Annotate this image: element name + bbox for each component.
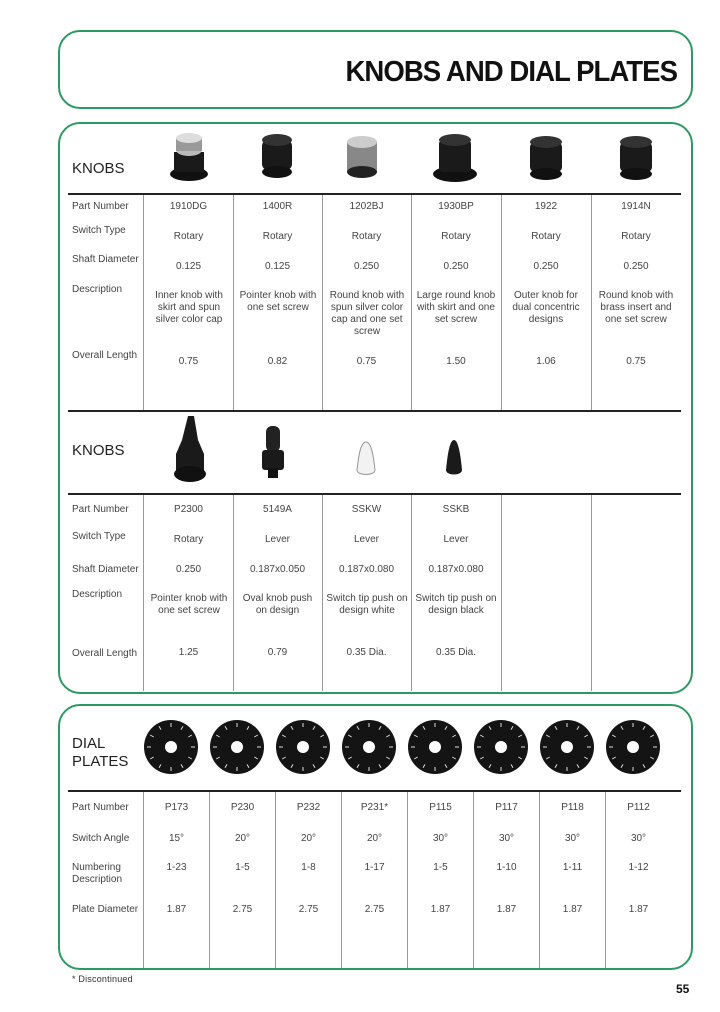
numbering-cell: 1-11	[562, 862, 583, 873]
col-divider	[605, 792, 606, 968]
numbering-cell: 1-8	[301, 862, 316, 873]
part-number-cell: 1400R	[262, 201, 293, 212]
switch-type-cell: Rotary	[262, 231, 293, 242]
switch-type-cell: Rotary	[173, 231, 204, 242]
overall-length-cell: 0.75	[626, 356, 646, 367]
knob-5149A-image	[258, 424, 288, 480]
knob-1914N-image	[616, 134, 656, 182]
col-divider	[473, 792, 474, 968]
knob-1400R-image	[258, 132, 296, 182]
shaft-diameter-cell: 0.250	[175, 564, 202, 575]
description-cell: Large round knob with skirt and one set screw	[416, 290, 496, 325]
dial-plate-P117-icon	[474, 720, 528, 774]
switch-type-cell: Rotary	[351, 231, 382, 242]
part-number-cell: 5149A	[263, 504, 292, 515]
dial-plate-P231-icon	[342, 720, 396, 774]
switch-angle-cell: 30°	[564, 833, 581, 844]
row-label: Plate Diameter	[72, 904, 139, 915]
row-label: Shaft Diameter	[72, 254, 139, 265]
footnote: * Discontinued	[72, 974, 133, 984]
switch-angle-cell: 30°	[630, 833, 647, 844]
part-number-cell: P118	[561, 802, 584, 813]
dial-plates-heading	[72, 735, 128, 771]
dial-plate-P173-icon	[144, 720, 198, 774]
switch-type-cell: Lever	[264, 534, 290, 545]
switch-angle-cell: 20°	[366, 833, 383, 844]
switch-angle-cell: 20°	[300, 833, 317, 844]
part-number-cell: SSKB	[442, 504, 470, 515]
switch-type-cell: Lever	[443, 534, 469, 545]
plate-diameter-cell: 1.87	[628, 904, 649, 915]
overall-length-cell: 1.50	[446, 356, 466, 367]
row-label: Part Number	[72, 504, 129, 515]
switch-type-cell: Rotary	[173, 534, 204, 545]
description-cell: Oval knob push on design	[242, 593, 313, 616]
overall-length-cell: 0.35 Dia.	[346, 647, 387, 658]
part-number-cell: P232	[296, 802, 321, 813]
col-divider	[591, 195, 592, 410]
overall-length-cell: 0.75	[356, 356, 377, 367]
shaft-diameter-cell: 0.187x0.080	[338, 564, 395, 575]
shaft-diameter-cell: 0.250	[623, 261, 649, 272]
part-number-cell: 1930BP	[438, 201, 474, 212]
description-cell: Round knob with brass insert and one set screw	[598, 290, 674, 325]
shaft-diameter-cell: 0.250	[353, 261, 380, 272]
col-divider	[411, 495, 412, 691]
description-cell: Round knob with spun silver color cap and one set screw	[329, 290, 405, 337]
numbering-cell: 1-5	[433, 862, 448, 873]
numbering-cell: 1-10	[496, 862, 517, 873]
dial-plates-heading-line1: DIAL	[72, 735, 106, 752]
row-label: Part Number	[72, 802, 129, 813]
knob-SSKW-image	[355, 440, 377, 480]
dial-plate-P232-icon	[276, 720, 330, 774]
page-number: 55	[676, 982, 690, 996]
col-divider	[407, 792, 408, 968]
col-divider	[322, 195, 323, 410]
switch-type-cell: Lever	[353, 534, 379, 545]
shaft-diameter-cell: 0.125	[264, 261, 291, 272]
knobs-heading-2: KNOBS	[72, 442, 125, 459]
numbering-cell: 1-17	[364, 862, 385, 873]
row-label: Description	[72, 589, 123, 600]
knob-1910DG-image	[168, 130, 210, 184]
col-divider	[591, 495, 592, 691]
dial-plate-images	[140, 714, 685, 780]
shaft-diameter-cell: 0.250	[533, 261, 559, 272]
numbering-cell: 1-12	[628, 862, 649, 873]
shaft-diameter-cell: 0.187x0.080	[428, 564, 484, 575]
part-number-cell: P230	[230, 802, 255, 813]
row-label: Switch Type	[72, 225, 126, 236]
knobs-1-top-rule	[68, 193, 681, 195]
row-label: Shaft Diameter	[72, 564, 139, 575]
overall-length-cell: 0.82	[267, 356, 288, 367]
row-label: Switch Type	[72, 531, 126, 542]
switch-type-cell: Rotary	[531, 231, 561, 242]
shaft-diameter-cell: 0.250	[443, 261, 469, 272]
knob-1202BJ-image	[344, 132, 380, 182]
shaft-diameter-cell: 0.187x0.050	[249, 564, 306, 575]
numbering-cell: 1-23	[166, 862, 187, 873]
overall-length-cell: 0.79	[267, 647, 288, 658]
plate-diameter-cell: 1.87	[562, 904, 583, 915]
knob-1922-image	[526, 134, 566, 182]
knobs-1-bottom-rule	[68, 410, 681, 412]
part-number-cell: SSKW	[351, 504, 382, 515]
part-number-cell: 1202BJ	[349, 201, 384, 212]
col-divider	[275, 792, 276, 968]
switch-angle-cell: 15°	[168, 833, 185, 844]
knobs-heading-1: KNOBS	[72, 160, 125, 177]
dial-plate-P118-icon	[540, 720, 594, 774]
dial-plates-top-rule	[68, 790, 681, 792]
switch-type-cell: Rotary	[621, 231, 651, 242]
plate-diameter-cell: 1.87	[166, 904, 187, 915]
col-divider	[233, 495, 234, 691]
part-number-cell: 1914N	[621, 201, 651, 212]
part-number-cell: P115	[429, 802, 452, 813]
part-number-cell: 1922	[534, 201, 558, 212]
col-divider	[501, 195, 502, 410]
col-divider	[539, 792, 540, 968]
plate-diameter-cell: 2.75	[232, 904, 253, 915]
part-number-cell: P2300	[174, 504, 203, 515]
dial-plates-heading-line2: PLATES	[72, 753, 129, 770]
description-cell: Inner knob with skirt and spun silver color cap	[155, 290, 223, 325]
switch-angle-cell: 30°	[432, 833, 449, 844]
description-cell: Outer knob for dual concentric designs	[512, 290, 580, 325]
dial-plate-P230-icon	[210, 720, 264, 774]
description-cell: Pointer knob with one set screw	[239, 290, 317, 313]
row-label: Description	[72, 284, 123, 295]
col-divider	[209, 792, 210, 968]
plate-diameter-cell: 1.87	[430, 904, 451, 915]
switch-angle-cell: 20°	[234, 833, 251, 844]
col-divider	[501, 495, 502, 691]
part-number-cell: 1910DG	[169, 201, 208, 212]
overall-length-cell: 1.06	[536, 356, 556, 367]
plate-diameter-cell: 2.75	[364, 904, 385, 915]
row-label: Overall Length	[72, 648, 138, 659]
shaft-diameter-cell: 0.125	[175, 261, 202, 272]
col-divider	[341, 792, 342, 968]
knob-P2300-image	[170, 414, 210, 486]
switch-angle-cell: 30°	[498, 833, 515, 844]
knobs-2-top-rule	[68, 493, 681, 495]
col-divider	[322, 495, 323, 691]
knob-1930BP-image	[432, 130, 478, 184]
overall-length-cell: 0.35 Dia.	[435, 647, 477, 658]
description-cell: Switch tip push on design white	[326, 593, 408, 616]
numbering-cell: 1-5	[235, 862, 250, 873]
dial-plate-P112-icon	[606, 720, 660, 774]
plate-diameter-cell: 2.75	[298, 904, 319, 915]
col-divider	[411, 195, 412, 410]
knob-SSKB-image	[444, 438, 464, 480]
overall-length-cell: 1.25	[178, 647, 199, 658]
switch-type-cell: Rotary	[441, 231, 471, 242]
page-title: KNOBS AND DIAL PLATES	[345, 56, 677, 88]
title-panel	[58, 30, 693, 109]
row-label: Numbering Description	[72, 862, 123, 885]
description-cell: Pointer knob with one set screw	[150, 593, 228, 616]
overall-length-cell: 0.75	[178, 356, 199, 367]
description-cell: Switch tip push on design black	[415, 593, 497, 616]
dial-plate-P115-icon	[408, 720, 462, 774]
col-divider	[143, 792, 144, 968]
row-label: Part Number	[72, 201, 129, 212]
row-label: Switch Angle	[72, 833, 130, 844]
plate-diameter-cell: 1.87	[496, 904, 517, 915]
col-divider	[233, 195, 234, 410]
row-label: Overall Length	[72, 350, 138, 361]
part-number-cell: P112	[627, 802, 650, 813]
part-number-cell: P231*	[360, 802, 389, 813]
part-number-cell: P117	[495, 802, 518, 813]
part-number-cell: P173	[164, 802, 189, 813]
